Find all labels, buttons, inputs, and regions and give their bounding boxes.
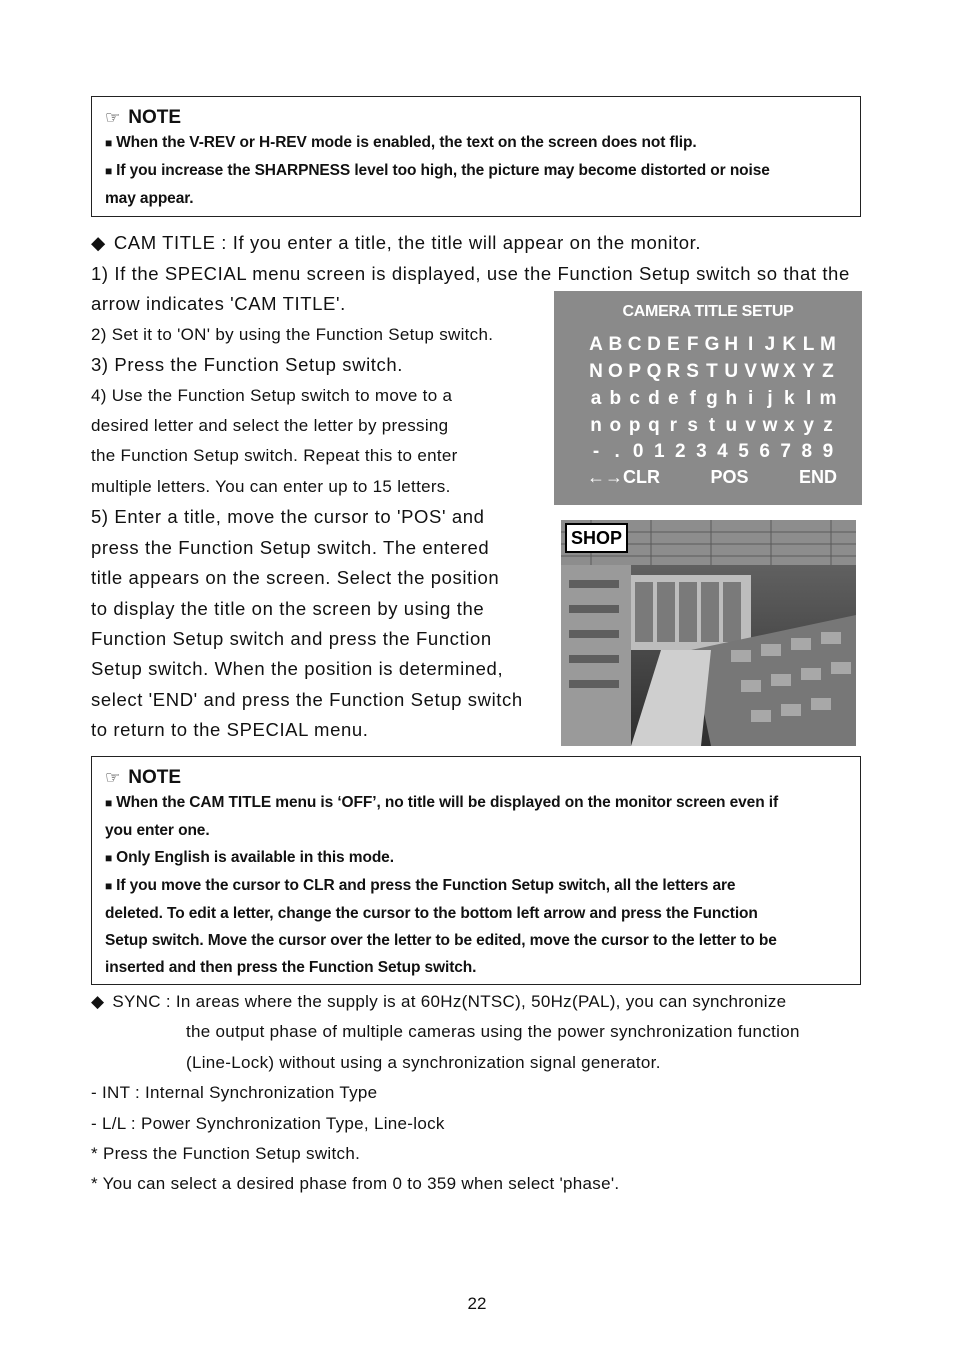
osd-row-lower-2: n o p q r s t u v w x y z (590, 415, 833, 436)
osd-command-row (587, 467, 837, 488)
sync-cont-2: (Line-Lock) without using a synchronization signal generator. (186, 1053, 661, 1072)
sync-int: - INT : Internal Synchronization Type (91, 1083, 378, 1102)
shop-title-overlay: SHOP (565, 523, 628, 553)
osd-clr: ←→CLR (587, 467, 660, 487)
osd-title: CAMERA TITLE SETUP (622, 303, 794, 320)
square-bullet-icon: ■ (105, 164, 113, 178)
square-bullet-icon: ■ (105, 851, 113, 865)
osd-row-lower-1: a b c d e f g h i j k l m (590, 388, 837, 409)
step-3-line: 3) Press the Function Setup switch. (91, 354, 403, 375)
note-item-continued: may appear. (105, 190, 194, 207)
note-heading (105, 767, 847, 789)
cam-title-bullet: ◆ CAM TITLE : If you enter a title, the title will appear on the monitor. (91, 232, 702, 253)
sync-note-1: * Press the Function Setup switch. (91, 1144, 361, 1163)
note-item: ■ If you move the cursor to CLR and press the Function Setup switch, all the letters are (105, 877, 736, 894)
sync-bullet: ◆ SYNC : In areas where the supply is at 60Hz(NTSC), 50Hz(PAL), you can synchronize (91, 992, 787, 1011)
square-bullet-icon: ■ (105, 136, 113, 150)
note-item-continued: Setup switch. Move the cursor over the letter to be edited, move the cursor to the letter to be (105, 932, 777, 949)
shop-interior-illustration (561, 520, 856, 746)
step-5-line-cont: to return to the SPECIAL menu. (91, 719, 369, 740)
diamond-bullet-icon: ◆ (91, 992, 105, 1011)
osd-row-digits: - . 0 1 2 3 4 5 6 7 8 9 (592, 441, 834, 462)
osd-row-upper-1: A B C D E F G H I J K L M (589, 334, 836, 355)
step-4-line-cont: desired letter and select the letter by pressing (91, 416, 449, 435)
page-number: 22 (467, 1294, 487, 1313)
step-4-line-cont: multiple letters. You can enter up to 15 letters. (91, 477, 451, 496)
step-4-line: 4) Use the Function Setup switch to move to a (91, 386, 453, 405)
step-5-line: 5) Enter a title, move the cursor to 'POS' and (91, 506, 485, 527)
camera-title-setup-screen (554, 291, 862, 505)
sync-cont-1: the output phase of multiple cameras using the power synchronization function (186, 1022, 800, 1041)
step-5-line-cont: Setup switch. When the position is determined, (91, 658, 504, 679)
note-item: ■ When the V-REV or H-REV mode is enabled, the text on the screen does not flip. (105, 134, 697, 151)
pointing-hand-icon: ☞ (105, 108, 121, 127)
note-item: ■ When the CAM TITLE menu is ‘OFF’, no title will be displayed on the monitor screen even if (105, 794, 779, 811)
step-1-line: 1) If the SPECIAL menu screen is displayed, use the Function Setup switch so that the (91, 263, 850, 284)
step-5-line-cont: Function Setup switch and press the Function (91, 628, 492, 649)
pointing-hand-icon: ☞ (105, 768, 121, 787)
note-item: ■ Only English is available in this mode. (105, 849, 394, 866)
note-box-2 (91, 756, 861, 985)
step-5-line-cont: to display the title on the screen by using the (91, 598, 485, 619)
note-title: NOTE (128, 767, 182, 788)
note-item-continued: inserted and then press the Function Setup switch. (105, 959, 477, 976)
step-5-line-cont: press the Function Setup switch. The entered (91, 537, 490, 558)
osd-end: END (798, 467, 837, 487)
note-heading (105, 107, 847, 129)
sync-note-2: * You can select a desired phase from 0 to 359 when select 'phase'. (91, 1174, 620, 1193)
shop-camera-photo (561, 520, 856, 746)
osd-row-upper-2: N O P Q R S T U V W X Y Z (589, 361, 834, 382)
note-item: ■ If you increase the SHARPNESS level too high, the picture may become distorted or noise (105, 162, 770, 179)
osd-pos: POS (710, 467, 749, 487)
sync-line-lock: - L/L : Power Synchronization Type, Line-lock (91, 1114, 445, 1133)
step-4-line-cont: the Function Setup switch. Repeat this to enter (91, 446, 458, 465)
note-item-continued: you enter one. (105, 822, 210, 839)
note-title: NOTE (128, 107, 182, 128)
step-5-line-cont: select 'END' and press the Function Setup switch (91, 689, 523, 710)
step-1-line-cont: arrow indicates 'CAM TITLE'. (91, 293, 346, 314)
square-bullet-icon: ■ (105, 879, 113, 893)
square-bullet-icon: ■ (105, 796, 113, 810)
diamond-bullet-icon: ◆ (91, 232, 106, 253)
note-box-1 (91, 96, 861, 217)
step-5-line-cont: title appears on the screen. Select the position (91, 567, 500, 588)
step-2-line: 2) Set it to 'ON' by using the Function Setup switch. (91, 325, 494, 344)
note-item-continued: deleted. To edit a letter, change the cursor to the bottom left arrow and press the Function (105, 905, 758, 922)
